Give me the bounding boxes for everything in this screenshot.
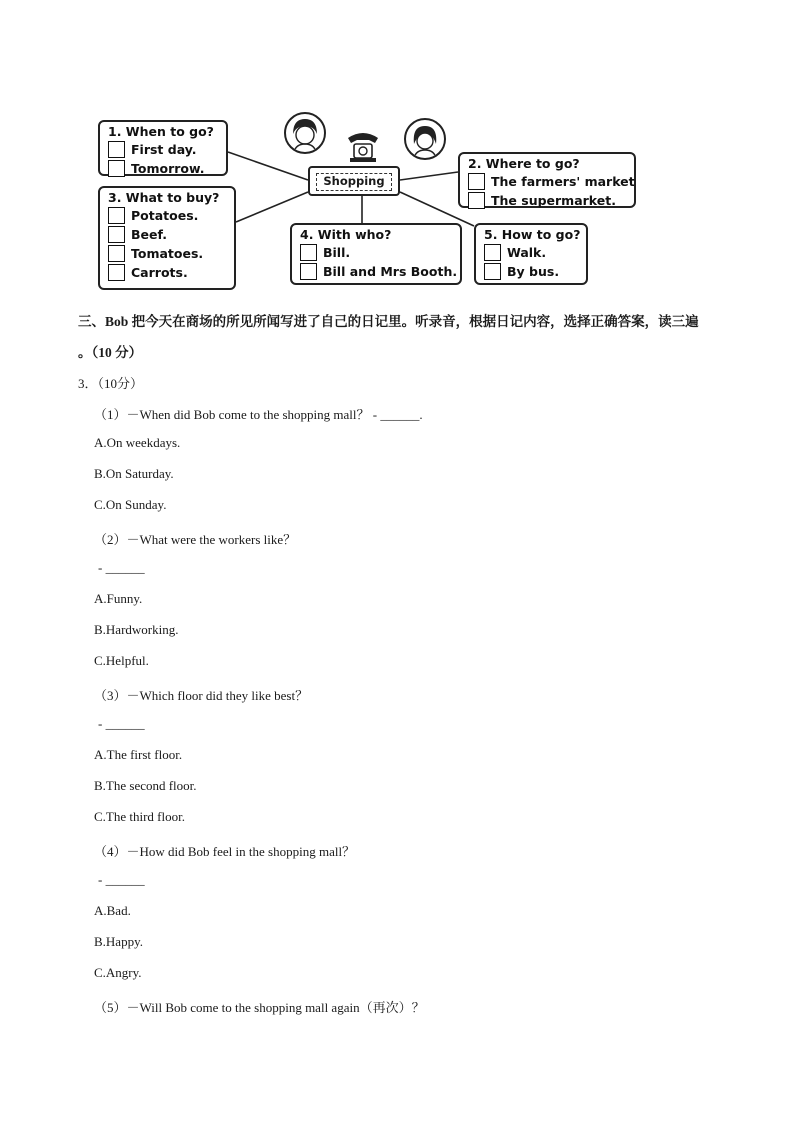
- q3-answer-blank[interactable]: - ______: [98, 716, 145, 731]
- checkbox[interactable]: [108, 245, 125, 262]
- checkbox[interactable]: [300, 244, 317, 261]
- option-tomorrow: Tomorrow.: [131, 161, 205, 176]
- option-beef: Beef.: [131, 227, 167, 242]
- question-1-prompt: （1）－When did Bob come to the shopping mall？ - ______.: [94, 407, 423, 422]
- q2-option-a[interactable]: A.Funny.: [94, 591, 143, 606]
- q1-option-a[interactable]: A.On weekdays.: [94, 435, 181, 450]
- q2-answer-blank[interactable]: - ______: [98, 560, 145, 575]
- option-carrots: Carrots.: [131, 265, 188, 280]
- when-to-go-box: [98, 120, 228, 176]
- checkbox[interactable]: [484, 244, 501, 261]
- q4-option-c[interactable]: C.Angry.: [94, 965, 142, 980]
- checkbox[interactable]: [484, 263, 501, 280]
- checkbox[interactable]: [468, 192, 485, 209]
- telephone-icon: [342, 128, 384, 164]
- question-4-prompt: （4）－How did Bob feel in the shopping mall？: [94, 844, 356, 859]
- option-first-day: First day.: [131, 142, 197, 157]
- section-instruction-tail: 。（10 分）: [78, 345, 143, 360]
- where-to-go-title: 2. Where to go?: [468, 156, 580, 171]
- boy-face-icon: [284, 112, 326, 154]
- how-to-go-box: [474, 223, 588, 285]
- checkbox[interactable]: [300, 263, 317, 280]
- q4-option-b[interactable]: B.Happy.: [94, 934, 143, 949]
- q3-option-c[interactable]: C.The third floor.: [94, 809, 185, 824]
- with-who-box: [290, 223, 462, 285]
- shopping-label: Shopping: [316, 173, 392, 191]
- question-2-prompt: （2）－What were the workers like？: [94, 532, 297, 547]
- checkbox[interactable]: [108, 207, 125, 224]
- option-supermarket: The supermarket.: [491, 193, 616, 208]
- q1-option-c[interactable]: C.On Sunday.: [94, 497, 167, 512]
- with-who-title: 4. With who?: [300, 227, 392, 242]
- woman-face-icon: [404, 118, 446, 160]
- checkbox[interactable]: [108, 141, 125, 158]
- option-farmers-market: The farmers' market: [491, 174, 635, 189]
- when-to-go-title: 1. When to go?: [108, 124, 214, 139]
- shopping-mind-map: [94, 100, 640, 296]
- q3-option-a[interactable]: A.The first floor.: [94, 747, 183, 762]
- q1-option-b[interactable]: B.On Saturday.: [94, 466, 174, 481]
- q4-answer-blank[interactable]: - ______: [98, 872, 145, 887]
- q2-option-b[interactable]: B.Hardworking.: [94, 622, 179, 637]
- question-3-prompt: （3）－Which floor did they like best？: [94, 688, 309, 703]
- shopping-center-node: [308, 166, 400, 196]
- option-by-bus: By bus.: [507, 264, 560, 279]
- checkbox[interactable]: [468, 173, 485, 190]
- option-bill-and-mrs-booth: Bill and Mrs Booth.: [323, 264, 458, 279]
- what-to-buy-box: [98, 186, 236, 290]
- where-to-go-box: [458, 152, 636, 208]
- question-number: 3．（10分）: [78, 376, 144, 391]
- how-to-go-title: 5. How to go?: [484, 227, 581, 242]
- q3-option-b[interactable]: B.The second floor.: [94, 778, 197, 793]
- section-instruction: 三、Bob 把今天在商场的所见所闻写进了自己的日记里。听录音，根据日记内容，选择正确答案，读三遍: [78, 314, 699, 329]
- q4-option-a[interactable]: A.Bad.: [94, 903, 131, 918]
- checkbox[interactable]: [108, 226, 125, 243]
- what-to-buy-title: 3. What to buy?: [108, 190, 220, 205]
- checkbox[interactable]: [108, 264, 125, 281]
- option-bill: Bill.: [323, 245, 351, 260]
- q2-option-c[interactable]: C.Helpful.: [94, 653, 149, 668]
- option-potatoes: Potatoes.: [131, 208, 199, 223]
- option-tomatoes: Tomatoes.: [131, 246, 204, 261]
- option-walk: Walk.: [507, 245, 547, 260]
- question-5-prompt: （5）－Will Bob come to the shopping mall again（再次）？: [94, 1000, 425, 1015]
- checkbox[interactable]: [108, 160, 125, 177]
